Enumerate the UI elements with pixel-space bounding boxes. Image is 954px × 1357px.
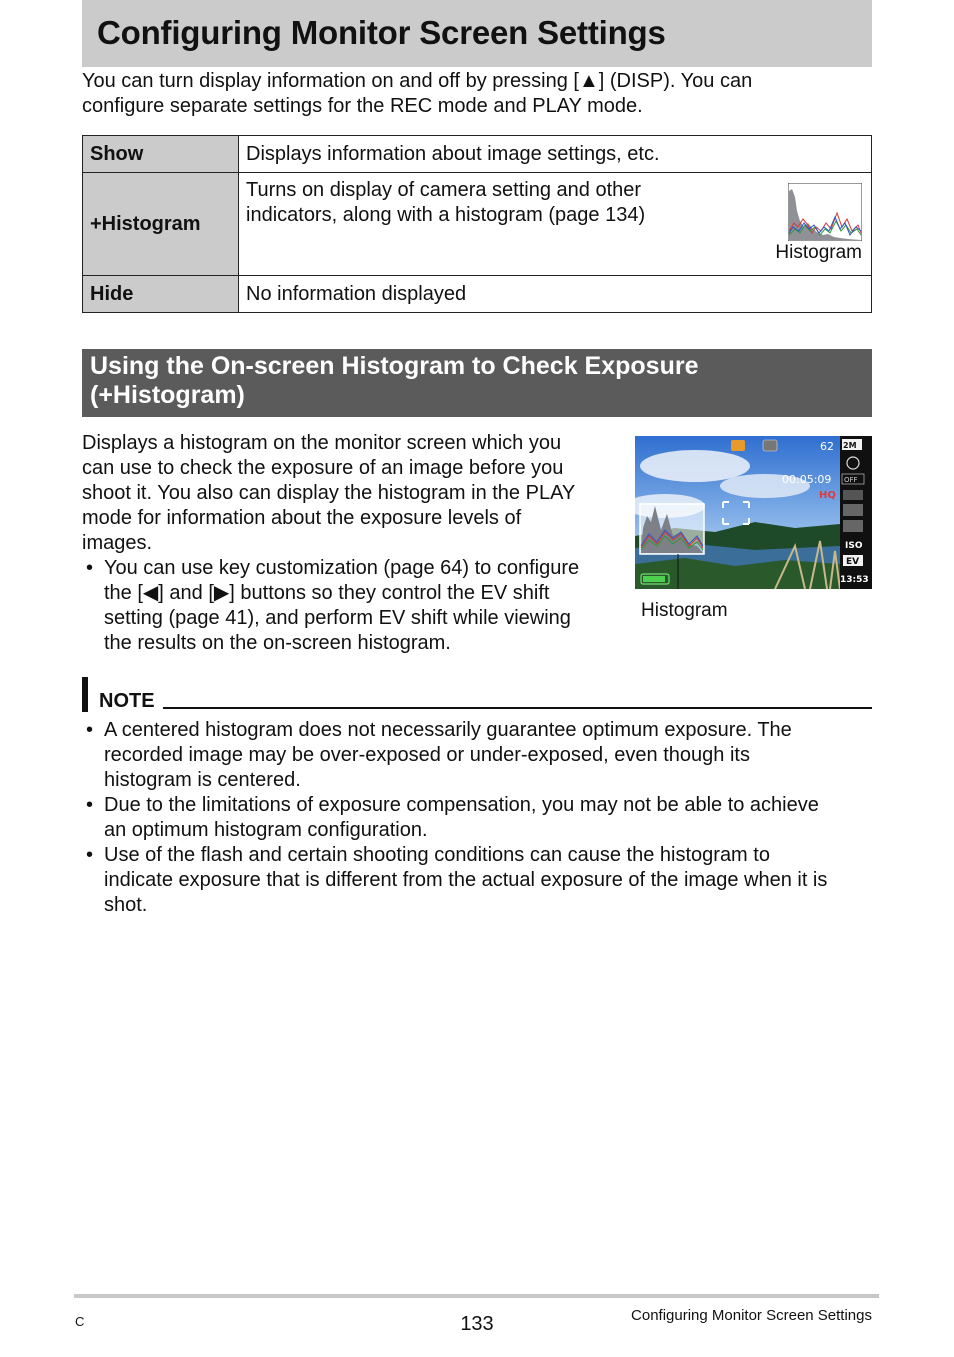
note-item xyxy=(82,843,872,918)
bullet-line: setting (page 41), and perform EV shift while viewing xyxy=(104,607,571,629)
note-line: Use of the flash and certain shooting conditions can cause the histogram to xyxy=(104,844,770,866)
section-title-line: Using the On-screen Histogram to Check Exposure xyxy=(90,352,699,380)
row-value: Displays information about image settings, etc. xyxy=(239,136,872,173)
display-settings-table xyxy=(82,135,872,313)
note-list xyxy=(82,718,872,918)
note-line: recorded image may be over-exposed or under-exposed, even though its xyxy=(104,744,750,766)
note-line: histogram is centered. xyxy=(104,769,301,791)
off-label: OFF xyxy=(844,476,858,484)
iso-label: ISO xyxy=(845,541,863,551)
bullet-line: You can use key customization (page 64) to configure xyxy=(104,557,580,579)
row-key: Hide xyxy=(83,276,239,313)
footer-language-code: C xyxy=(75,1314,85,1329)
section-body xyxy=(82,431,612,656)
table-row xyxy=(83,276,872,313)
row-key: Show xyxy=(83,136,239,173)
intro-paragraph xyxy=(82,69,872,119)
row-value-line: indicators, along with a histogram (page 134) xyxy=(246,204,646,226)
time-remaining: 00:05:09 xyxy=(782,473,832,486)
histogram-caption: Histogram xyxy=(775,242,862,263)
bullet-line: the results on the on-screen histogram. xyxy=(104,632,451,654)
bullet-dot: • xyxy=(86,557,94,579)
row-value-cell xyxy=(239,173,872,276)
note-line: A centered histogram does not necessarily guarantee optimum exposure. The xyxy=(104,719,792,741)
bullet-dot: • xyxy=(86,719,94,741)
footer-divider xyxy=(74,1294,879,1298)
shot-count: 62 xyxy=(820,440,834,453)
note-line: indicate exposure that is different from the actual exposure of the image when it is xyxy=(104,869,828,891)
body-line: shoot it. You also can display the histogram in the PLAY xyxy=(82,482,576,504)
note-divider xyxy=(163,707,872,709)
intro-line: configure separate settings for the REC mode and PLAY mode. xyxy=(82,95,643,117)
table-row xyxy=(83,173,872,276)
body-line: mode for information about the exposure levels of xyxy=(82,507,522,529)
section-title-line: (+Histogram) xyxy=(90,381,245,409)
body-line: images. xyxy=(82,532,153,554)
clock: 13:53 xyxy=(840,575,869,585)
title-bar xyxy=(82,0,872,67)
section-title xyxy=(90,352,698,410)
histogram-thumbnail-image xyxy=(788,183,862,241)
note-item xyxy=(82,793,872,843)
section-heading-bar xyxy=(82,349,872,417)
image-size-label: 2M xyxy=(843,441,857,450)
row-value: No information displayed xyxy=(239,276,872,313)
row-value xyxy=(246,178,645,228)
body-line: Displays a histogram on the monitor screen which you xyxy=(82,432,562,454)
quality-indicator: HQ xyxy=(819,490,836,501)
note-label: NOTE xyxy=(99,690,155,712)
bullet-dot: • xyxy=(86,794,94,816)
note-line: Due to the limitations of exposure compensation, you may not be able to achieve xyxy=(104,794,819,816)
bullet-item xyxy=(82,556,612,656)
footer-chapter-title: Configuring Monitor Screen Settings xyxy=(631,1307,872,1324)
bullet-dot: • xyxy=(86,844,94,866)
table-row xyxy=(83,136,872,173)
note-marker xyxy=(82,677,88,712)
note-item xyxy=(82,718,872,793)
camera-histogram-caption: Histogram xyxy=(641,600,728,621)
page-title: Configuring Monitor Screen Settings xyxy=(97,14,666,51)
bullet-line: the [◀] and [▶] buttons so they control the EV shift xyxy=(104,582,550,604)
row-key: +Histogram xyxy=(83,173,239,276)
row-value-line: Turns on display of camera setting and other xyxy=(246,179,642,201)
note-line: an optimum histogram configuration. xyxy=(104,819,428,841)
camera-monitor-screen-image xyxy=(635,436,872,589)
note-line: shot. xyxy=(104,894,148,916)
intro-line: You can turn display information on and off by pressing [▲] (DISP). You can xyxy=(82,70,753,92)
body-line: can use to check the exposure of an image before you xyxy=(82,457,564,479)
ev-label: EV xyxy=(846,557,860,567)
page-number: 133 xyxy=(460,1313,494,1335)
